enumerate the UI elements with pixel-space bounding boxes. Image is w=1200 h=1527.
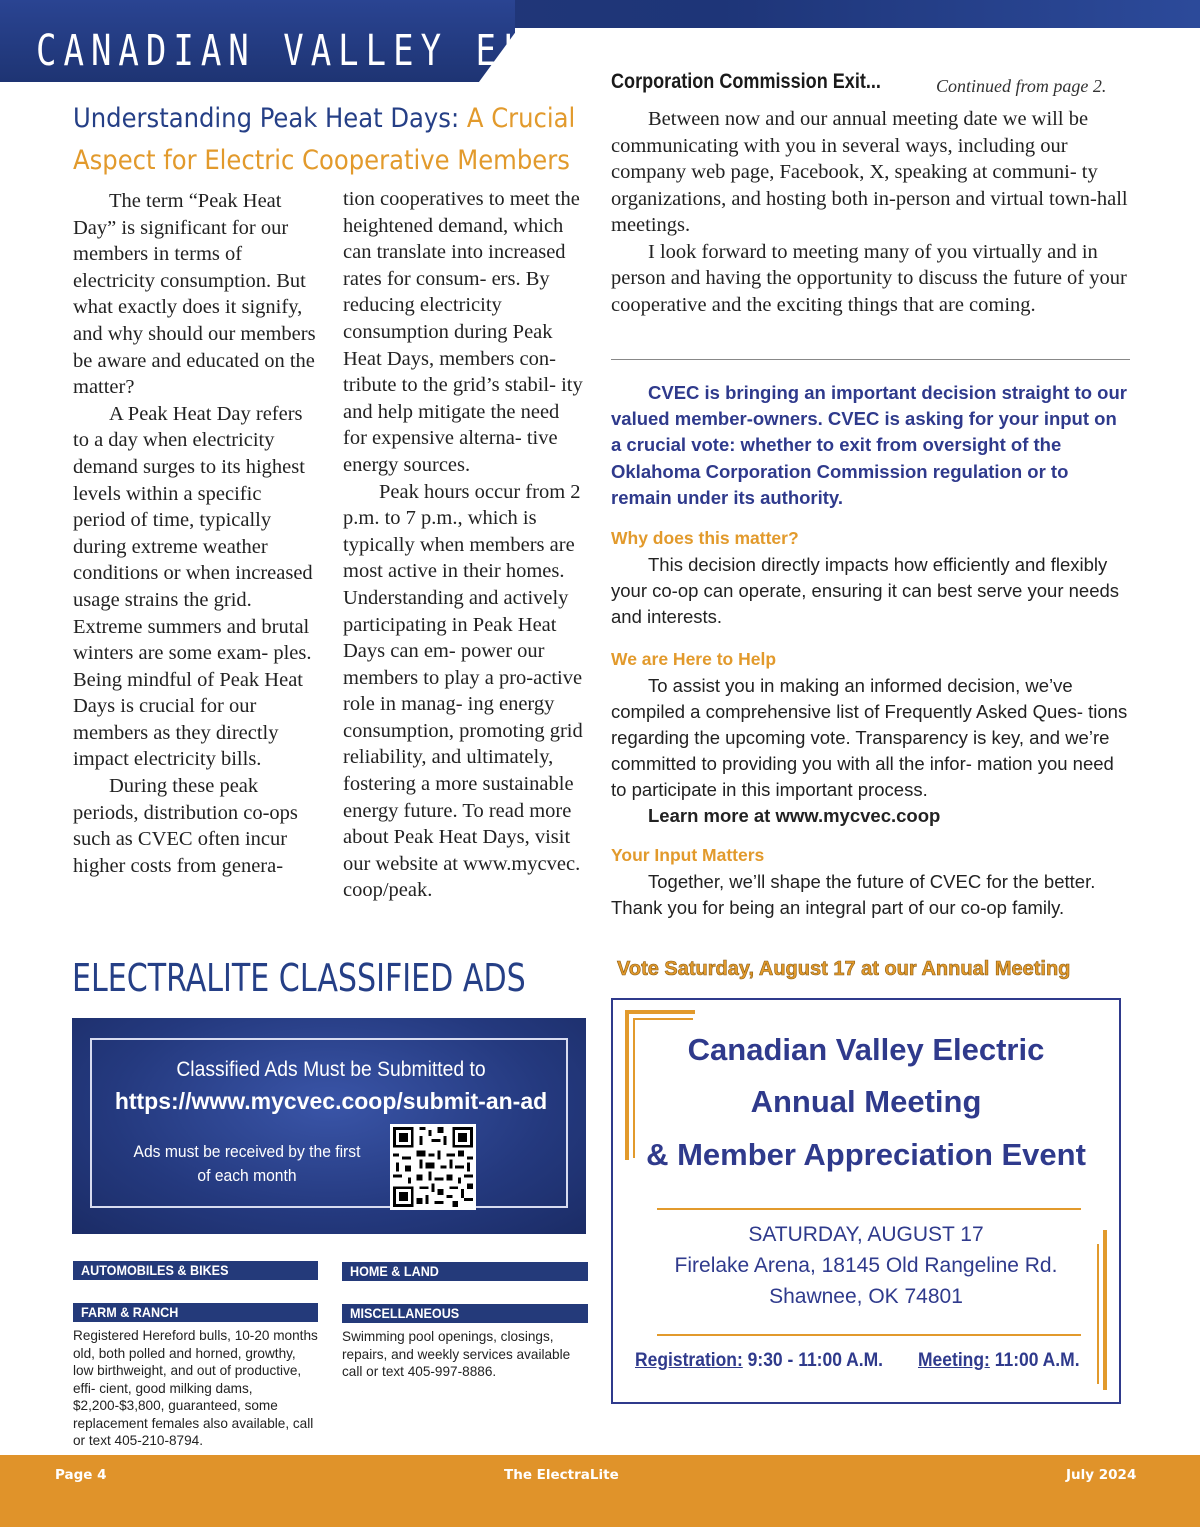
meeting-label: Meeting: [918, 1350, 990, 1371]
qr-code-icon[interactable] [390, 1124, 476, 1210]
decor-line [633, 1018, 693, 1020]
deadline-note: Ads must be received by the first of each month [133, 1142, 361, 1185]
meeting-time: 11:00 A.M. [989, 1350, 1080, 1371]
footer-bar [0, 1455, 1200, 1527]
article-title [73, 98, 593, 182]
submission-url[interactable]: https://www.mycvec.coop/submit-an-ad [114, 1088, 548, 1114]
category-farm-ranch [73, 1303, 318, 1322]
submission-instruction: Classified Ads Must be Submitted to [176, 1058, 486, 1081]
article-column-2 [343, 186, 588, 904]
article-paragraph: The term “Peak Heat Day” is significant for our members in terms of electricity consumption. But what exactly does it signify, and why should our members be aware and educated on the matter? [73, 190, 316, 399]
event-title-line1: Canadian Valley Electric [687, 1032, 1045, 1067]
corp-heading: Corporation Commission Exit... [611, 70, 881, 93]
category-miscellaneous [342, 1304, 588, 1323]
help-paragraph [611, 673, 1133, 829]
registration-time: 9:30 - 11:00 A.M. [742, 1350, 884, 1371]
why-text: This decision directly impacts how efficiently and flexibly your co-op can operate, ensuring it can best serve your needs and interests. [611, 554, 1120, 627]
event-divider [657, 1208, 1081, 1210]
event-address-line2: Shawnee, OK 74801 [769, 1285, 963, 1308]
article-paragraph: A Peak Heat Day refers to a day when electricity demand surges to its highest levels within a specific period of time, typically during extreme weather conditions or when increased usage strains the grid. Extreme summers and brutal winters are some exam- ples. Being mindful of Peak Heat Days is crucial for our members as they directly impact electricity bills. [73, 402, 313, 771]
article-title-part1: Understanding Peak Heat Days: [73, 103, 467, 134]
classified-submission-box [72, 1018, 586, 1234]
category-label: HOME & LAND [350, 1263, 439, 1279]
article-title-part2: A Crucial Aspect for Electric Cooperative Members [73, 103, 576, 176]
help-text: To assist you in making an informed decision, we’ve compiled a comprehensive list of Frequently Asked Ques- tions regarding the upcoming vote. Transparency is key, and we’re committed to providing you with all the infor- mation you need to participate in this important process. [611, 675, 1128, 800]
farm-ad-text: Registered Hereford bulls, 10-20 months old, both polled and horned, growthy, low birthweight, and out of productive, effi- cient, good milking dams, $2,200-$3,800, guaranteed, some replacement females also available, call or text 405-210-8794. [73, 1328, 318, 1448]
publication-name: The ElectraLite [504, 1467, 619, 1483]
category-label: MISCELLANEOUS [350, 1305, 460, 1321]
event-address-line1: Firelake Arena, 18145 Old Rangeline Rd. [674, 1254, 1058, 1277]
input-paragraph [611, 869, 1133, 921]
annual-meeting-box [611, 998, 1121, 1404]
category-automobiles [73, 1261, 318, 1280]
why-paragraph [611, 552, 1133, 630]
input-text: Together, we’ll shape the future of CVEC for the better. Thank you for being an integral part of our co-op family. [611, 871, 1096, 918]
classified-inner-frame [90, 1038, 568, 1208]
misc-ad-text: Swimming pool openings, closings, repairs, and weekly services available call or text 405-997-8886. [342, 1329, 571, 1379]
category-label: AUTOMOBILES & BIKES [81, 1262, 229, 1278]
registration-label: Registration: [635, 1350, 743, 1371]
learn-more-link[interactable]: Learn more at www.mycvec.coop [648, 805, 941, 826]
event-title-line2: Annual Meeting [750, 1084, 982, 1119]
corp-paragraph: Between now and our annual meeting date we will be communicating with you in several ways, including our company web page, Facebook, X, speaking at communi- ty organizations, and hosting both in-person and virtual town-hall meetings. [611, 108, 1128, 236]
subheading-help: We are Here to Help [611, 649, 777, 669]
category-home-land [342, 1262, 588, 1281]
masthead: CANADIAN VALLEY ELECTRALITE [36, 26, 778, 76]
event-times [635, 1350, 1080, 1372]
article-paragraph: Peak hours occur from 2 p.m. to 7 p.m., which is typically when members are most active in their homes. Understanding and actively participating in Peak Heat Days can em- power our members to play a pro-active role in manag- ing energy consumption, promoting grid reliability, and ultimately, fostering a more sustainable energy future. To read more about Peak Heat Days, visit our website at www.mycvec. coop/peak. [343, 480, 583, 902]
article-column-1 [73, 188, 318, 879]
vote-banner: Vote Saturday, August 17 at our Annual Meeting [617, 958, 1071, 980]
decor-line [625, 1010, 695, 1014]
divider [611, 359, 1130, 360]
category-label: FARM & RANCH [81, 1304, 179, 1320]
subheading-input: Your Input Matters [611, 845, 765, 865]
corp-paragraph: I look forward to meeting many of you virtually and in person and having the opportunity to discuss the future of your cooperative and the exciting things that are coming. [611, 240, 1127, 316]
event-date: SATURDAY, AUGUST 17 [748, 1223, 984, 1246]
event-divider [657, 1334, 1081, 1336]
classified-title: ELECTRALITE CLASSIFIED ADS [72, 956, 526, 1000]
subheading-why: Why does this matter? [611, 528, 799, 548]
event-title-line3: & Member Appreciation Event [646, 1137, 1086, 1172]
issue-date: July 2024 [1066, 1467, 1137, 1483]
article-paragraph: During these peak periods, distribution co-ops such as CVEC often incur higher costs from genera- [73, 775, 298, 877]
corp-text [611, 106, 1131, 318]
continued-note: Continued from page 2. [936, 76, 1107, 96]
page-number: Page 4 [55, 1467, 107, 1483]
article-paragraph: tion cooperatives to meet the heightened demand, which can translate into increased rates for consum- ers. By reducing electricity consumption during Peak Heat Days, members con- tribute to the grid’s stabil- ity and help mitigate the need for expensive alterna- tive energy sources. [343, 188, 583, 476]
vote-intro: CVEC is bringing an important decision straight to our valued member-owners. CVEC is asking for your input on a crucial vote: whether to exit from oversight of the Oklahoma Corporation Commission regulation or to remain under its authority. [611, 382, 1127, 508]
